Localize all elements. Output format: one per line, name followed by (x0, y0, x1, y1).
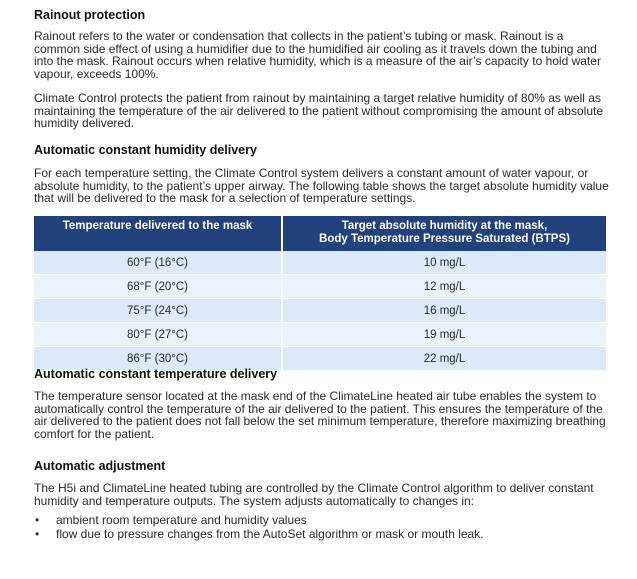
list-item (34, 513, 484, 527)
table-row (34, 251, 606, 275)
table-row (34, 323, 606, 347)
list-item-text: ambient room temperature and humidity values (56, 513, 307, 527)
rainout-paragraph-1: Rainout refers to the water or condensation that collects in the patient’s tubing or mask. Rainout is a common side effect of using a humidifier due to the humidified air cooling as it travels down the tubing and into the mask. Rainout occurs when relative humidity, which is a measure of the air’s capacity to hold water vapour, exceeds 100%. (34, 29, 601, 81)
cell-humidity: 10 mg/L (282, 251, 606, 275)
adjustment-bullet-list (34, 513, 484, 541)
cell-humidity: 22 mg/L (282, 347, 606, 371)
temperature-heading: Automatic constant temperature delivery (34, 367, 278, 381)
list-item-text: flow due to pressure changes from the AutoSet algorithm or mask or mouth leak. (56, 527, 484, 541)
header-humidity-line1: Target absolute humidity at the mask, (341, 220, 548, 232)
header-humidity-line2: Body Temperature Pressure Saturated (BTPS) (319, 233, 570, 245)
header-humidity (282, 216, 606, 251)
table-header-row (34, 216, 606, 251)
list-item (34, 527, 484, 541)
cell-humidity: 16 mg/L (282, 299, 606, 323)
humidity-table (34, 216, 606, 371)
cell-humidity: 19 mg/L (282, 323, 606, 347)
rainout-heading: Rainout protection (34, 8, 146, 22)
rainout-paragraph-2: Climate Control protects the patient from rainout by maintaining a target relative humidity of 80% as well as maintaining the temperature of the air delivered to the patient without compromising the amount of absolute humidity delivered. (34, 91, 603, 130)
temperature-paragraph: The temperature sensor located at the mask end of the ClimateLine heated air tube enables the system to automatically control the temperature of the air delivered to the patient. This ensures the temperature of the air delivered to the patient does not fall below the set minimum temperature, therefore maximizing breathing comfort for the patient. (34, 389, 606, 441)
adjustment-paragraph: The H5i and ClimateLine heated tubing are controlled by the Climate Control algorithm to deliver constant humidity and temperature outputs. The system adjusts automatically to changes in: (34, 481, 594, 508)
cell-humidity: 12 mg/L (282, 275, 606, 299)
adjustment-heading: Automatic adjustment (34, 459, 166, 473)
cell-temperature: 68°F (20°C) (34, 275, 282, 299)
cell-temperature: 75°F (24°C) (34, 299, 282, 323)
table-row (34, 299, 606, 323)
cell-temperature: 80°F (27°C) (34, 323, 282, 347)
bullet-icon: • (35, 513, 40, 527)
cell-temperature: 86°F (30°C) (34, 347, 282, 371)
header-temperature: Temperature delivered to the mask (34, 216, 282, 251)
cell-temperature: 60°F (16°C) (34, 251, 282, 275)
humidity-paragraph: For each temperature setting, the Climate Control system delivers a constant amount of water vapour, or absolute humidity, to the patient’s upper airway. The following table shows the target absolute humidity value that will be delivered to the mask for a selection of temperature settings. (34, 166, 609, 205)
humidity-heading: Automatic constant humidity delivery (34, 143, 257, 157)
table-row (34, 275, 606, 299)
bullet-icon: • (35, 527, 40, 541)
